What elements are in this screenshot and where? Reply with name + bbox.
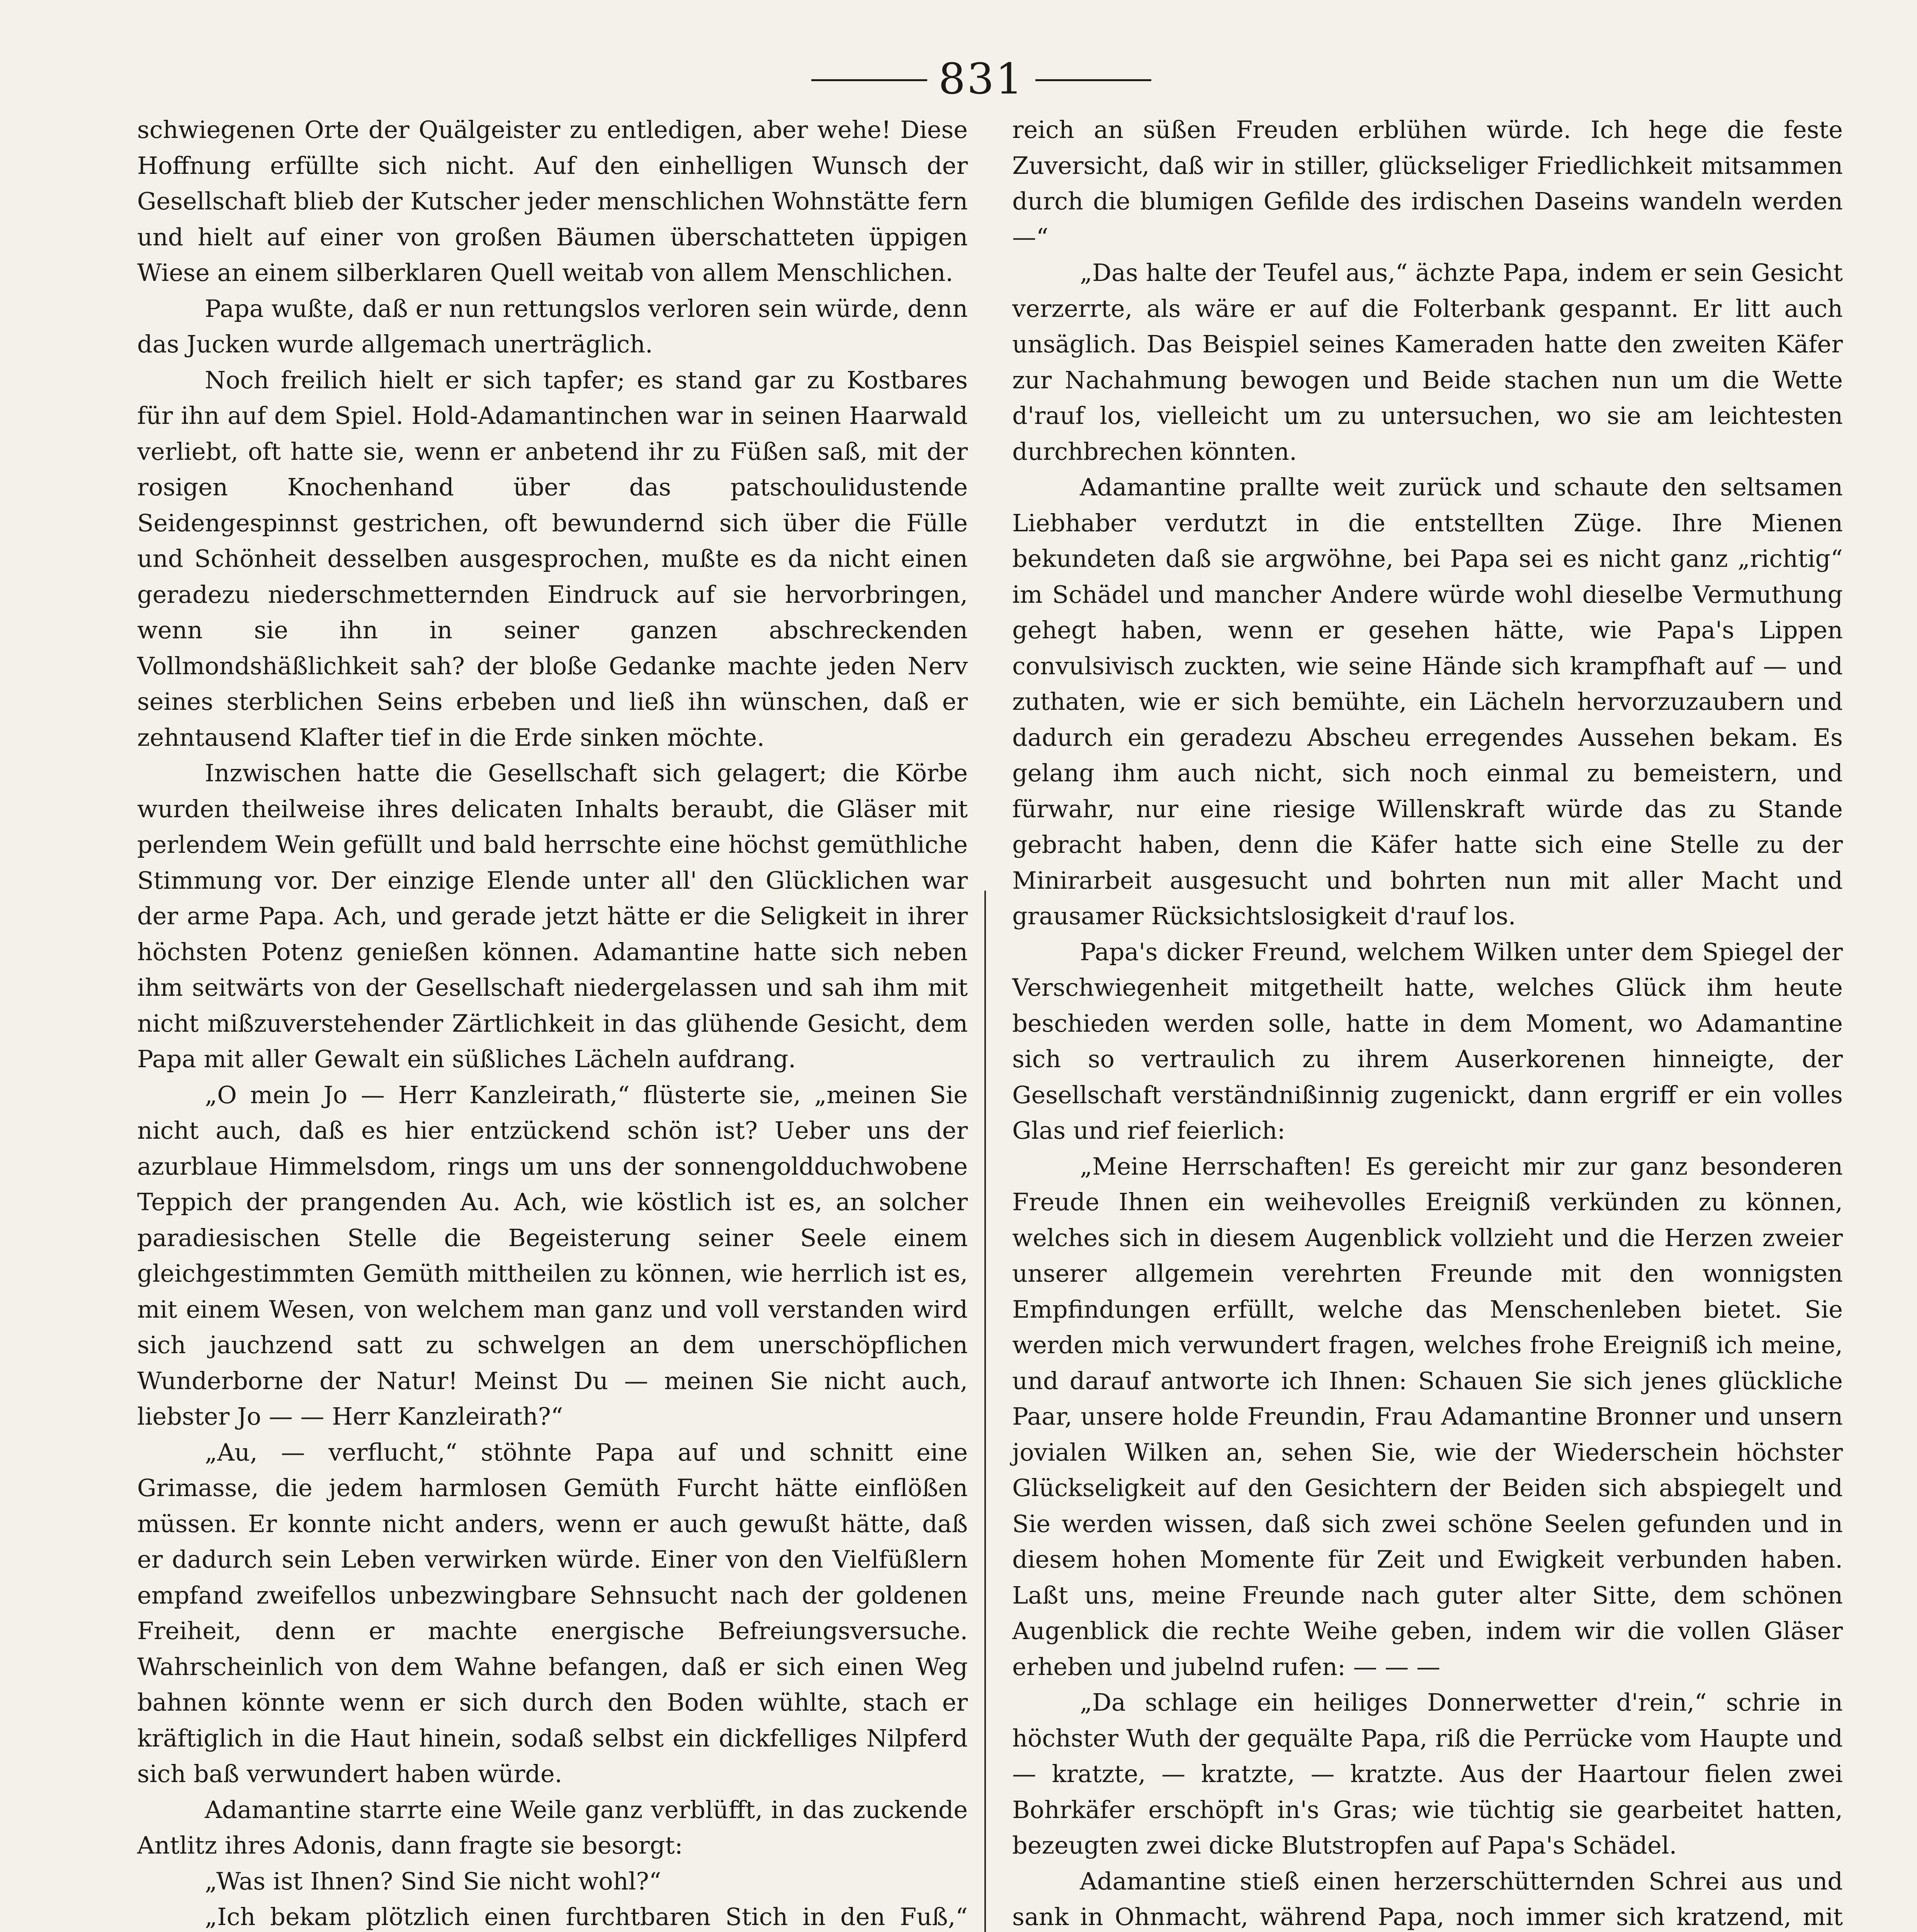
paragraph: Adamantine prallte weit zurück und schaute den seltsamen Liebhaber verdutzt in die entstellten Züge. Ihre Mienen bekundeten daß sie argwöhne, bei Papa sei es nicht ganz „richtig“ im Schädel und mancher Andere würde wohl dieselbe Vermuthung gehegt haben, wenn er gesehen hätte, wie Papa's Lippen convulsivisch zuckten, wie seine Hände sich krampfhaft auf — und zuthaten, wie er sich bemühte, ein Lächeln hervorzuzaubern und dadurch ein geradezu Abscheu erregendes Aussehen bekam. Es gelang ihm auch nicht, sich noch einmal zu bemeistern, und fürwahr, nur eine riesige Willenskraft würde das zu Stande gebracht haben, denn die Käfer hatte sich eine Stelle zu der Minirarbeit ausgesucht und bohrten nun mit aller Macht und grausamer Rücksichtslosigkeit d'rauf los. bbox=[1012, 473, 1843, 930]
paragraph: reich an süßen Freuden erblühen würde. Ich hege die feste Zuversicht, daß wir in stiller, glückseliger Friedlichkeit mitsammen durch die blumigen Gefilde des irdischen Daseins wandeln werden —“ bbox=[1012, 116, 1843, 251]
paragraph: „Ich bekam plötzlich einen furchtbaren Stich in den Fuß,“ bbox=[205, 1903, 968, 1931]
paragraph: Adamantine stieß einen herzerschütternden Schrei aus und sank in Ohnmacht, während Papa, noch immer sich kratzend, mit bbox=[1012, 1867, 1843, 1931]
paragraph: „Au, — verflucht,“ stöhnte Papa auf und schnitt eine Grimasse, die jedem harmlosen Gemüth Furcht hätte einflößen müssen. Er konnte nicht anders, wenn er auch gewußt hätte, daß er dadurch sein Leben verwirken würde. Einer von den Vielfüßlern empfand zweifellos unbezwingbare Sehnsucht nach der goldenen Freiheit, denn er machte energische Befreiungsversuche. Wahrscheinlich von dem Wahne befangen, daß er sich einen Weg bahnen könnte wenn er sich durch den Boden wühlte, stach er kräftiglich in die Haut hinein, sodaß selbst ein dickfelliges Nilpferd sich baß verwundert haben würde. bbox=[137, 1438, 968, 1788]
paragraph: Adamantine starrte eine Weile ganz verblüfft, in das zuckende Antlitz ihres Adonis, dann fragte sie besorgt: bbox=[137, 1795, 968, 1859]
column-divider bbox=[984, 891, 986, 1932]
page-number: 831 bbox=[938, 54, 1024, 104]
paragraph: Inzwischen hatte die Gesellschaft sich gelagert; die Körbe wurden theilweise ihres delicaten Inhalts beraubt, die Gläser mit perlendem Wein gefüllt und bald herrschte eine höchst gemüthliche Stimmung vor. Der einzige Elende unter all' den Glücklichen war der arme Papa. Ach, und gerade jetzt hätte er die Seligkeit in ihrer höchsten Potenz genießen können. Adamantine hatte sich neben ihm seitwärts von der Gesellschaft niedergelassen und sah ihm mit nicht mißzuverstehender Zärtlichkeit in das glühende Gesicht, dem Papa mit aller Gewalt ein süßliches Lächeln aufdrang. bbox=[137, 759, 968, 1073]
paragraph: „Das halte der Teufel aus,“ ächzte Papa, indem er sein Gesicht verzerrte, als wäre er auf die Folterbank gespannt. Er litt auch unsäglich. Das Beispiel seines Kameraden hatte den zweiten Käfer zur Nachahmung bewogen und Beide stachen nun um die Wette d'rauf los, vielleicht um zu untersuchen, wo sie am leichtesten durchbrechen könnten. bbox=[1012, 259, 1843, 466]
paragraph: Papa wußte, daß er nun rettungslos verloren sein würde, denn das Jucken wurde allgemach unerträglich. bbox=[137, 294, 968, 358]
page-number-rule-left bbox=[811, 79, 927, 81]
paragraph: Noch freilich hielt er sich tapfer; es stand gar zu Kostbares für ihn auf dem Spiel. Hold-Adamantinchen war in seinen Haarwald verliebt, oft hatte sie, wenn er anbetend ihr zu Füßen saß, mit der rosigen Knochenhand über das patschoulidustende Seidengespinnst gestrichen, oft bewundernd sich über die Fülle und Schönheit desselben ausgesprochen, mußte es da nicht einen geradezu niederschmetternden Eindruck auf sie hervorbringen, wenn sie ihn in seiner ganzen abschreckenden Vollmondshäßlichkeit sah? der bloße Gedanke machte jeden Nerv seines sterblichen Seins erbeben und ließ ihn wünschen, daß er zehntausend Klafter tief in die Erde sinken möchte. bbox=[137, 366, 968, 752]
page-number-rule-right bbox=[1035, 79, 1151, 81]
paragraph: „Was ist Ihnen? Sind Sie nicht wohl?“ bbox=[205, 1867, 661, 1895]
paragraph: „O mein Jo — Herr Kanzleirath,“ flüsterte sie, „meinen Sie nicht auch, daß es hier entzückend schön ist? Ueber uns der azurblaue Himmelsdom, rings um uns der sonnengoldduchwobene Teppich der prangenden Au. Ach, wie köstlich ist es, an solcher paradiesischen Stelle die Begeisterung seiner Seele einem gleichgestimmten Gemüth mittheilen zu können, wie herrlich ist es, mit einem Wesen, von welchem man ganz und voll verstanden wird sich jauchzend satt zu schwelgen an dem unerschöpflichen Wunderborne der Natur! Meinst Du — meinen Sie nicht auch, liebster Jo — — Herr Kanzleirath?“ bbox=[137, 1080, 968, 1430]
paragraph: schwiegenen Orte der Quälgeister zu entledigen, aber wehe! Diese Hoffnung erfüllte sich nicht. Auf den einhelligen Wunsch der Gesellschaft blieb der Kutscher jeder menschlichen Wohnstätte fern und hielt auf einer von großen Bäumen überschatteten üppigen Wiese an einem silberklaren Quell weitab von allem Menschlichen. bbox=[137, 116, 968, 287]
paragraph: „Meine Herrschaften! Es gereicht mir zur ganz besonderen Freude Ihnen ein weihevolles Ereigniß verkünden zu können, welches sich in diesem Augenblick vollzieht und die Herzen zweier unserer allgemein verehrten Freunde mit den wonnigsten Empfindungen erfüllt, welche das Menschenleben bietet. Sie werden mich verwundert fragen, welches frohe Ereigniß ich meine, und darauf antworte ich Ihnen: Schauen Sie sich jenes glückliche Paar, unsere holde Freundin, Frau Adamantine Bronner und unsern jovialen Wilken an, sehen Sie, wie der Wiederschein höchster Glückseligkeit auf den Gesichtern der Beiden sich abspiegelt und Sie werden wissen, daß sich zwei schöne Seelen gefunden und in diesem hohen Momente für Zeit und Ewigkeit verbunden haben. Laßt uns, meine Freunde nach guter alter Sitte, dem schönen Augenblick die rechte Weihe geben, indem wir die vollen Gläser erheben und jubelnd rufen: — — — bbox=[1012, 1152, 1843, 1681]
paragraph: Papa's dicker Freund, welchem Wilken unter dem Spiegel der Verschwiegenheit mitgetheilt hatte, welches Glück ihm heute beschieden werden solle, hatte in dem Moment, wo Adamantine sich so vertraulich zu ihrem Auserkorenen hinneigte, der Gesellschaft verständnißinnig zugenickt, dann ergriff er ein volles Glas und rief feierlich: bbox=[1012, 937, 1843, 1145]
left-column bbox=[137, 112, 968, 1932]
paragraph: „Da schlage ein heiliges Donnerwetter d'rein,“ schrie in höchster Wuth der gequälte Papa, riß die Perrücke vom Haupte und — kratzte, — kratzte, — kratzte. Aus der Haartour fielen zwei Bohrkäfer erschöpft in's Gras; wie tüchtig sie gearbeitet hatten, bezeugten zwei dicke Blutstropfen auf Papa's Schädel. bbox=[1012, 1688, 1843, 1859]
right-column bbox=[1012, 112, 1843, 1932]
